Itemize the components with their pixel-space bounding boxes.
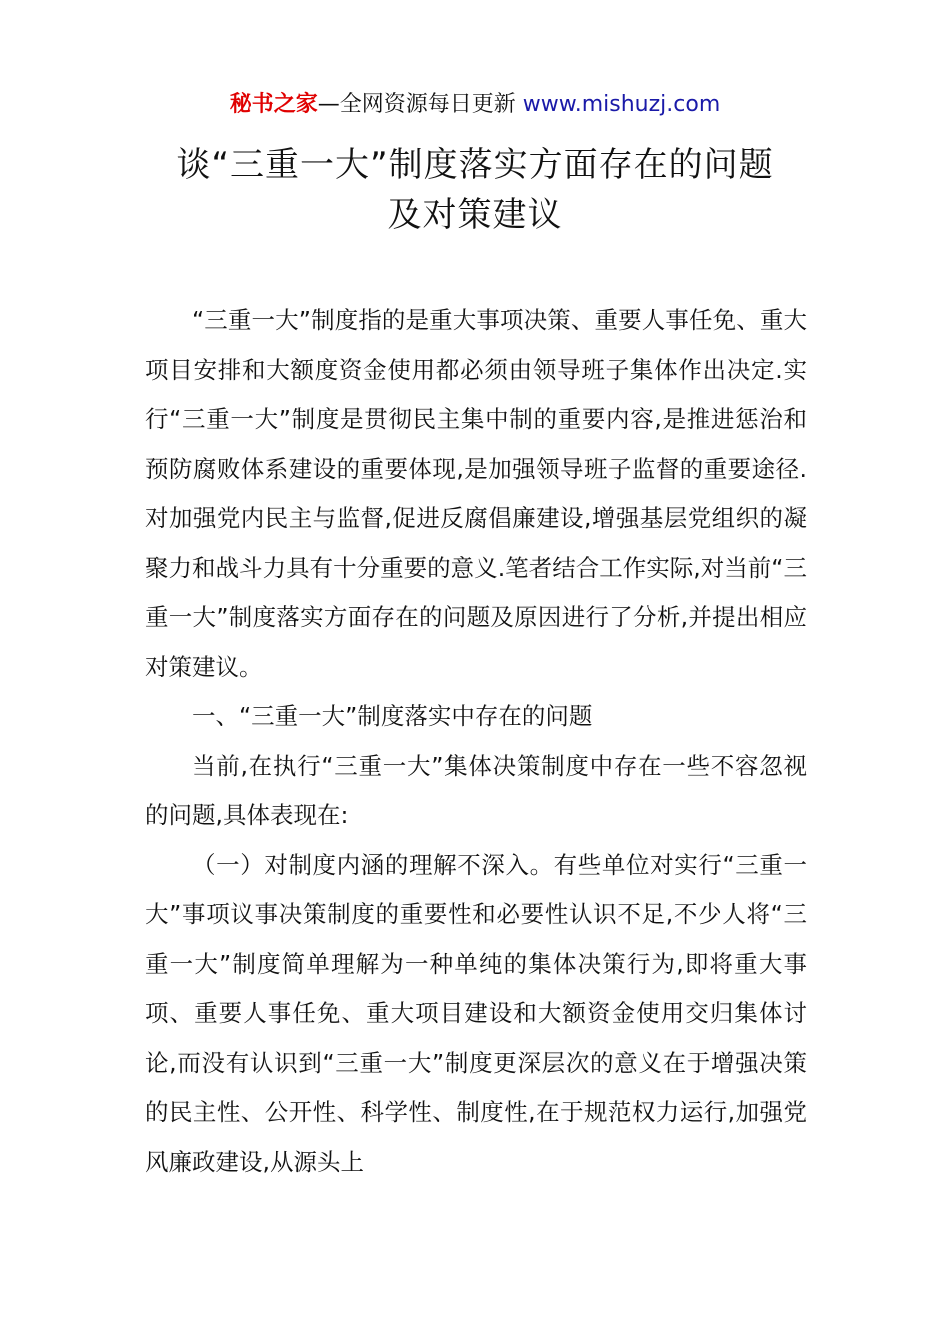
document-title: [95, 140, 855, 240]
section-heading-1: 一、“三重一大”制度落实中存在的问题: [192, 702, 593, 730]
paragraph-problem-1: （一）对制度内涵的理解不深入。有些单位对实行“三重一大”事项议事决策制度的重要性和必要性认识不足,不少人将“三重一大”制度简单理解为一种单纯的集体决策行为,即将重大事项、重要人事任免、重大项目建设和大额资金使用交归集体讨论,而没有认识到“三重一大”制度更深层次的意义在于增强决策的民主性、公开性、科学性、制度性,在于规范权力运行,加强党风廉政建设,从源头上: [145, 850, 807, 1176]
site-header: [0, 88, 950, 122]
document-body: [145, 296, 807, 1187]
site-name: 秘书之家: [229, 92, 318, 117]
paragraph-intro: “三重一大”制度指的是重大事项决策、重要人事任免、重大项目安排和大额度资金使用都必须由领导班子集体作出决定.实行“三重一大”制度是贯彻民主集中制的重要内容,是推进惩治和预防腐败体系建设的重要体现,是加强领导班子监督的重要途径.对加强党内民主与监督,促进反腐倡廉建设,增强基层党组织的凝聚力和战斗力具有十分重要的意义.笔者结合工作实际,对当前“三重一大”制度落实方面存在的问题及原因进行了分析,并提出相应对策建议。: [145, 306, 807, 681]
site-tagline: —全网资源每日更新: [317, 92, 523, 117]
title-line-1: 谈“三重一大”制度落实方面存在的问题: [176, 145, 774, 185]
paragraph-problems-intro: 当前,在执行“三重一大”集体决策制度中存在一些不容忽视的问题,具体表现在:: [145, 751, 807, 829]
title-line-2: 及对策建议: [387, 195, 563, 235]
site-url-link[interactable]: www.mishuzj.com: [522, 92, 721, 117]
